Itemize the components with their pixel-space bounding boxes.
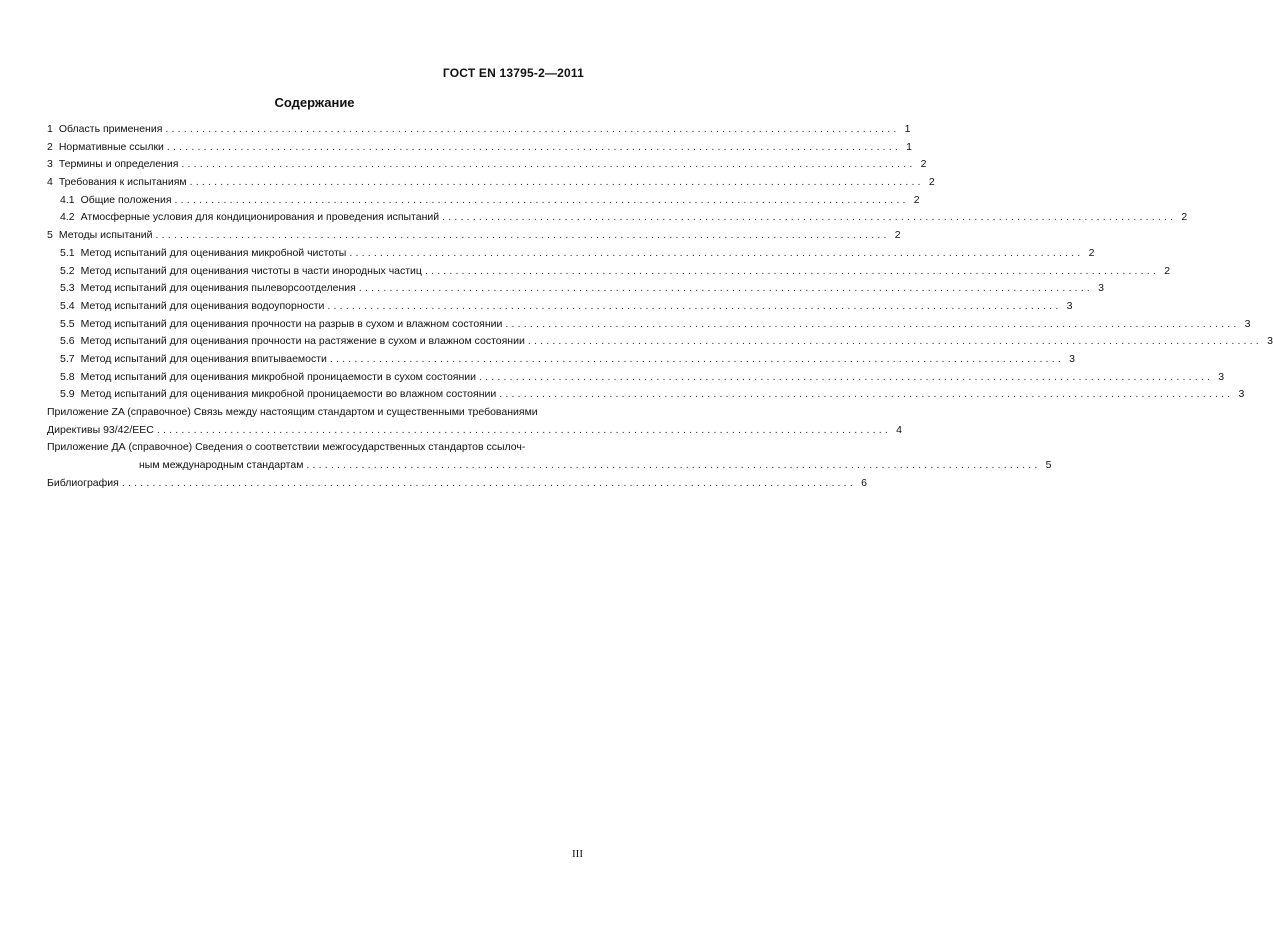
toc-entry-title: Метод испытаний для оценивания микробной чистоты — [80, 246, 347, 259]
toc-entry-title: Метод испытаний для оценивания микробной проницаемости во влажном состоянии — [80, 388, 497, 401]
toc-entry[interactable] — [47, 316, 1251, 334]
leader-dots: ........................................................................................................................ — [166, 140, 901, 153]
toc-entry-number: 2 — [47, 140, 53, 153]
toc-entry-number: 5.2 — [60, 264, 75, 277]
toc-entry-title: Метод испытаний для оценивания впитываемости — [80, 352, 327, 365]
toc-entry-title: Термины и определения — [58, 158, 179, 171]
leader-dots: ........................................................................................................................ — [527, 335, 1262, 348]
toc-entry-page: 2 — [928, 176, 935, 189]
toc-entry-number: 5.5 — [60, 317, 75, 330]
toc-annex-entry-line2[interactable] — [47, 422, 902, 440]
toc-entry-title: Метод испытаний для оценивания пылеворсоотделения — [80, 282, 356, 295]
toc-entry[interactable] — [47, 121, 911, 139]
leader-dots: ........................................................................................................................ — [358, 282, 1093, 295]
toc-entry-page: 3 — [1267, 335, 1273, 348]
toc-annex-entry-line1[interactable] — [47, 439, 585, 457]
toc-entry-title: Метод испытаний для оценивания прочности на растяжение в сухом и влажном состоянии — [80, 335, 525, 348]
toc-entry-page: 5 — [1045, 459, 1052, 472]
toc-entry-number: 5.6 — [60, 335, 75, 348]
toc-entry-page: 3 — [1244, 317, 1251, 330]
toc-entry-page: 3 — [1218, 370, 1225, 383]
toc-entry-page: 2 — [1088, 246, 1095, 259]
toc-entry-title: Область применения — [58, 123, 163, 135]
toc-entry-title: Метод испытаний для оценивания микробной проницаемости в сухом состоянии — [80, 370, 477, 383]
toc-entry-page: 1 — [906, 140, 912, 153]
toc-entry-number: 3 — [47, 158, 53, 171]
leader-dots: ........................................................................................................................ — [121, 476, 856, 489]
toc-entry-number: 4 — [47, 176, 53, 189]
toc-annex-entry-line1[interactable] — [47, 404, 585, 422]
toc-entry-page: 4 — [896, 423, 902, 436]
toc-entry-page: 2 — [1164, 264, 1171, 277]
leader-dots: ........................................................................................................................ — [189, 176, 924, 189]
leader-dots: ........................................................................................................................ — [479, 370, 1214, 383]
toc-entry-number: 5 — [47, 229, 53, 242]
toc-entry-number: 5.8 — [60, 370, 75, 383]
page-title: Содержание — [274, 95, 355, 110]
leader-dots: ........................................................................................................................ — [442, 211, 1177, 224]
toc-entry[interactable] — [47, 245, 1095, 263]
toc-entry-number: 5.3 — [60, 282, 75, 295]
toc-entry-page: 3 — [1098, 282, 1104, 295]
toc-entry[interactable] — [47, 209, 1188, 227]
leader-dots: ........................................................................................................................ — [174, 193, 909, 206]
toc-entry-page: 2 — [1181, 211, 1188, 224]
toc-entry-page: 2 — [920, 158, 927, 171]
toc-entry[interactable] — [47, 351, 1075, 369]
page-number: III — [572, 848, 583, 860]
toc-entry[interactable] — [47, 227, 901, 245]
toc-entry-number: 5.9 — [60, 388, 75, 401]
toc-annex-title: Приложение ДА (справочное) Сведения о соответствии межгосударственных стандартов ссылоч- — [47, 441, 526, 454]
toc-entry[interactable] — [47, 333, 1273, 351]
toc-entry[interactable] — [47, 156, 927, 174]
toc-entry-page: 2 — [894, 229, 901, 242]
toc-entry-title: Метод испытаний для оценивания водоупорности — [80, 299, 325, 312]
document-code: ГОСТ EN 13795-2—2011 — [442, 66, 584, 80]
toc-entry-number: 1 — [47, 123, 53, 135]
toc-entry[interactable] — [47, 174, 935, 192]
toc-entry-title: Общие положения — [80, 193, 172, 206]
toc-entry-page: 2 — [913, 193, 920, 206]
toc-entry-number: 5.4 — [60, 299, 75, 312]
toc-entry[interactable] — [47, 263, 1171, 281]
toc-entry[interactable] — [47, 192, 920, 210]
toc-entry-title: Методы испытаний — [58, 229, 153, 242]
toc-entry[interactable] — [47, 475, 867, 493]
toc-entry[interactable] — [47, 369, 1225, 387]
toc-entry[interactable] — [47, 139, 912, 157]
leader-dots: ........................................................................................................................ — [424, 264, 1160, 277]
toc-entry[interactable] — [47, 280, 1104, 298]
toc-entry-title: Метод испытаний для оценивания прочности на разрыв в сухом и влажном состоянии — [80, 317, 503, 330]
leader-dots: ........................................................................................................................ — [505, 317, 1240, 330]
leader-dots: ........................................................................................................................ — [156, 423, 891, 436]
leader-dots: ........................................................................................................................ — [499, 388, 1234, 401]
leader-dots: ........................................................................................................................ — [155, 229, 890, 242]
toc-annex-title: Приложение ZA (справочное) Связь между настоящим стандартом и существенными требованиями — [47, 406, 538, 418]
toc-entry-title: Атмосферные условия для кондиционирования и проведения испытаний — [80, 211, 440, 224]
toc-entry-title: Требования к испытаниям — [58, 176, 187, 189]
toc-annex-title-cont: ным международным стандартам — [139, 459, 304, 472]
toc-entry-title: Метод испытаний для оценивания чистоты в части инородных частиц — [80, 264, 422, 277]
toc-entry-number: 5.7 — [60, 352, 75, 365]
toc-entry[interactable] — [47, 298, 1073, 316]
table-of-contents — [47, 121, 1273, 492]
toc-entry-page: 3 — [1069, 352, 1075, 365]
toc-entry-number: 4.1 — [60, 193, 75, 206]
toc-entry-title: Библиография — [47, 476, 119, 489]
toc-entry-number: 4.2 — [60, 211, 75, 224]
leader-dots: ........................................................................................................................ — [349, 246, 1084, 259]
toc-entry-page: 1 — [904, 123, 911, 135]
toc-entry-number: 5.1 — [60, 246, 75, 259]
toc-entry-page: 3 — [1238, 388, 1245, 401]
toc-entry-title: Нормативные ссылки — [58, 140, 164, 153]
toc-entry-page: 3 — [1066, 299, 1073, 312]
toc-entry-page: 6 — [861, 476, 867, 489]
toc-entry[interactable] — [47, 386, 1245, 404]
toc-annex-title-cont: Директивы 93/42/ЕЕС — [47, 423, 154, 436]
leader-dots: ........................................................................................................................ — [329, 352, 1064, 365]
leader-dots: ........................................................................................................................ — [165, 123, 900, 135]
leader-dots: ........................................................................................................................ — [327, 299, 1062, 312]
leader-dots: ........................................................................................................................ — [306, 459, 1041, 472]
toc-annex-entry-line2[interactable] — [47, 457, 1052, 475]
leader-dots: ........................................................................................................................ — [181, 158, 916, 171]
